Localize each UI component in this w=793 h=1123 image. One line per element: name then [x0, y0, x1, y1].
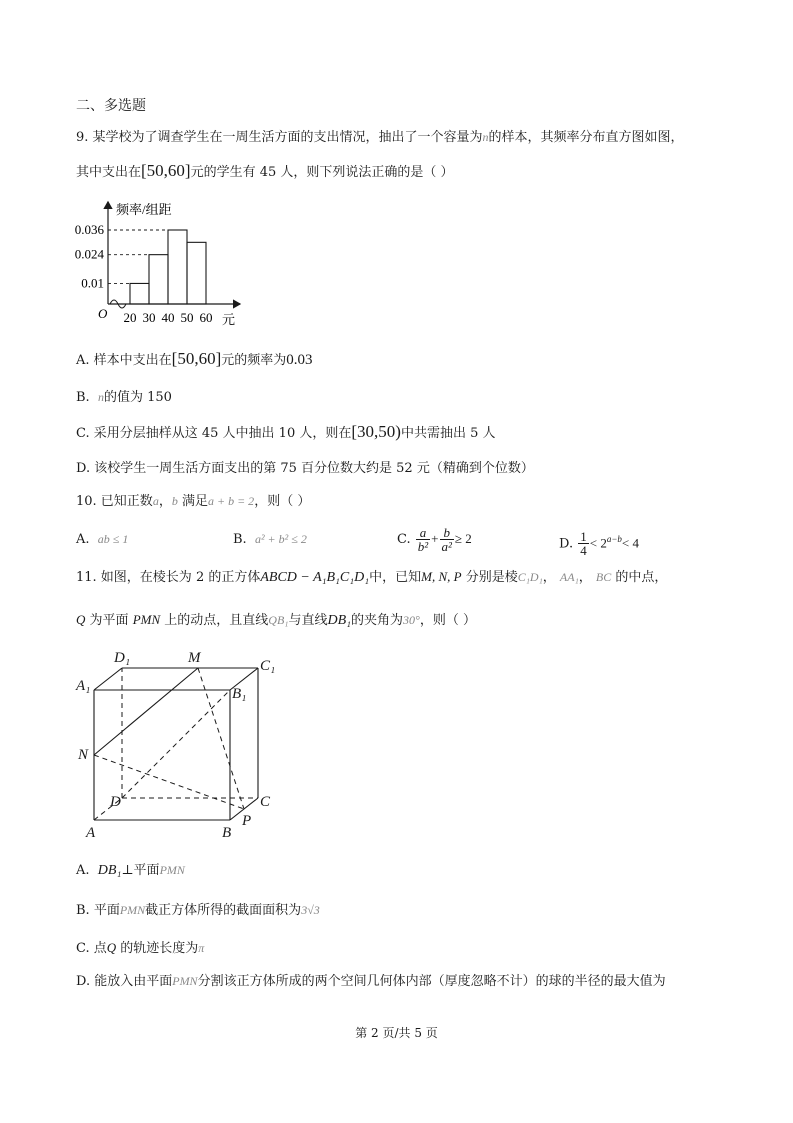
histogram-bar: [130, 283, 149, 304]
x-tick-label: 40: [161, 310, 175, 325]
section-title: 二、多选题: [76, 98, 146, 114]
q9-option-c[interactable]: C. 采用分层抽样从这 45 人中抽出 10 人，则在[30,50)中共需抽出 5 人: [76, 422, 496, 441]
y-tick-label: 0.024: [74, 246, 104, 262]
y-axis-label: 频率/组距: [116, 202, 172, 217]
q11-option-c[interactable]: C. 点Q 的轨迹长度为π: [76, 940, 205, 956]
q9-option-d[interactable]: D. 该校学生一周生活方面支出的第 75 百分位数大约是 52 元（精确到个位数）: [76, 461, 534, 476]
histogram-bar: [149, 255, 168, 304]
frequency-histogram: [70, 196, 250, 330]
label-C1: C₁: [260, 658, 276, 674]
q9-stem-line1: 9. 某学校为了调查学生在一周生活方面的支出情况，抽出了一个容量为n的样本，其频率分布直方图如图，: [76, 130, 684, 145]
label-N: N: [78, 747, 89, 763]
q11-option-d[interactable]: D. 能放入由平面PMN分割该正方体所成的两个空间几何体内部（厚度忽略不计）的球的半径的最大值为: [76, 974, 666, 989]
edge-A1D1: [94, 668, 122, 690]
label-M: M: [188, 650, 201, 666]
fraction: $\frac{b}{\text{a²}}$: [441, 525, 452, 554]
page-footer: 第 2 页/共 5 页: [355, 1026, 438, 1040]
histogram-bar: [168, 230, 187, 304]
label-C: C: [260, 794, 271, 810]
origin-label: O: [98, 306, 108, 321]
x-tick-label: 50: [180, 310, 194, 325]
histogram-bar: [187, 242, 206, 304]
x-axis-label: 元: [222, 312, 236, 327]
q10-option-a[interactable]: A. ab ≤ 1: [76, 532, 129, 547]
label-B: B: [222, 825, 232, 841]
q11-stem-line1: 11. 如图，在棱长为 2 的正方体ABCD − A₁B₁C₁D₁中，已知M, N, P 分别是棱C₁D₁， AA₁， BC 的中点，: [76, 569, 668, 585]
q10-option-d[interactable]: D. $\frac{1}{4}$ < $2^{a-b}< 4$: [559, 529, 639, 559]
label-P: P: [242, 813, 252, 829]
q11-option-a[interactable]: A. DB₁⊥平面PMN: [76, 863, 185, 878]
label-D: D: [110, 794, 121, 810]
x-tick-label: 60: [199, 310, 213, 325]
y-tick-label: 0.036: [74, 222, 104, 237]
label-A1: A₁: [76, 678, 91, 694]
q11-stem-line2: Q 为平面 PMN 上的动点，且直线QB₁与直线DB₁的夹角为30°，则（ ）: [76, 612, 476, 628]
cube-figure: [74, 648, 284, 843]
q10-option-c[interactable]: C. $\frac{a}{\text{b²}}$ + $\frac{b}{\text{a²}}$ ≥ 2: [397, 525, 472, 554]
var-n: n: [482, 130, 489, 144]
x-tick-label: 20: [123, 310, 137, 325]
fraction: $\frac{1}{4}$: [580, 529, 587, 559]
label-A: A: [86, 825, 96, 841]
label-D1: D₁: [114, 650, 131, 666]
y-tick-label: 0.01: [81, 275, 104, 291]
fraction: $\frac{a}{\text{b²}}$: [417, 525, 429, 554]
segment-DB1: [122, 690, 230, 798]
x-tick-label: 30: [142, 310, 156, 325]
interval: [50,60]: [141, 161, 191, 180]
q9-option-b[interactable]: B. n的值为 150: [76, 390, 172, 405]
q9-option-a[interactable]: A. 样本中支出在[50,60]元的频率为0.03: [76, 349, 313, 368]
q11-option-b[interactable]: B. 平面PMN截正方体所得的截面面积为3√3: [76, 903, 320, 918]
label-B1: B₁: [232, 686, 247, 702]
q9-stem-line2: 其中支出在[50,60]元的学生有 45 人，则下列说法正确的是（ ）: [76, 161, 454, 180]
q10-option-b[interactable]: B. a² + b² ≤ 2: [233, 532, 307, 547]
q10-stem: 10. 已知正数a，b 满足a + b = 2，则（ ）: [76, 494, 311, 509]
segment-NM: [94, 668, 198, 755]
